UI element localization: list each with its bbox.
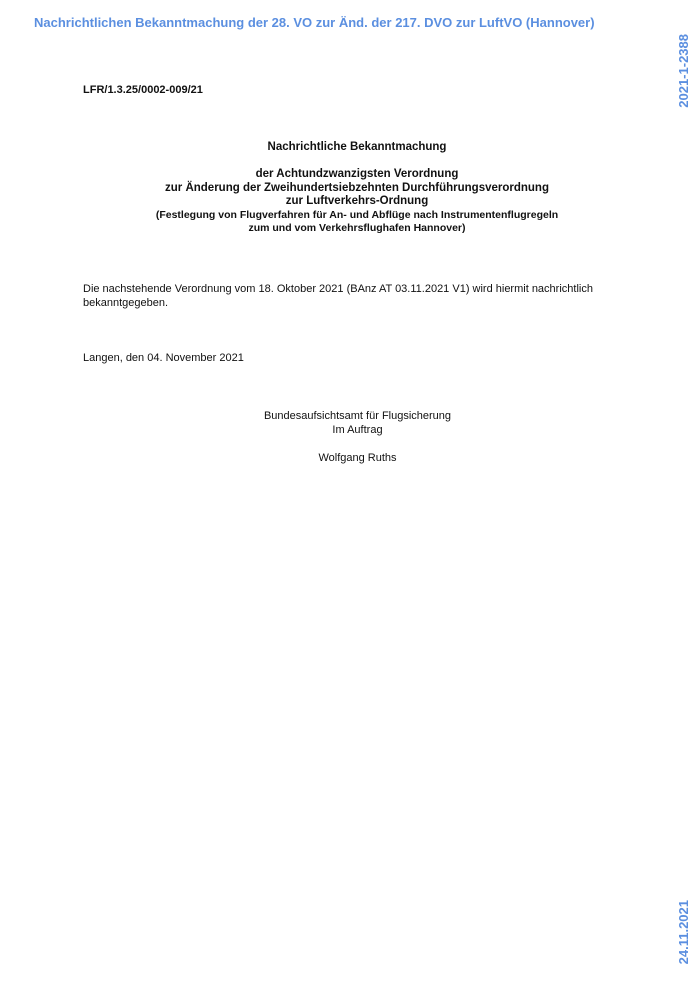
subtitle-small-line: (Festlegung von Flugverfahren für An- und Abflüge nach Instrumentenflugregeln xyxy=(155,208,559,221)
side-date: 24.11.2021 xyxy=(676,900,691,965)
subtitle-line: zur Luftverkehrs-Ordnung xyxy=(285,195,429,207)
signature-authority: Bundesaufsichtsamt für Flugsicherung xyxy=(263,410,452,422)
side-document-number: 2021-1-2388 xyxy=(676,34,691,108)
document-subtitle xyxy=(83,168,631,235)
subtitle-small-line: zum und vom Verkehrsflughafen Hannover) xyxy=(248,221,466,234)
document-title: Nachrichtliche Bekanntmachung xyxy=(267,141,447,153)
subtitle-line: der Achtundzwanzigsten Verordnung xyxy=(255,168,459,180)
signature-name: Wolfgang Ruths xyxy=(318,452,397,464)
signature-block xyxy=(200,409,515,465)
header-title: Nachrichtlichen Bekanntmachung der 28. VO zur Änd. der 217. DVO zur LuftVO (Hannover) xyxy=(34,15,595,30)
body-paragraph: Die nachstehende Verordnung vom 18. Oktober 2021 (BAnz AT 03.11.2021 V1) wird hiermit nachrichtlich bekanntgegeben. xyxy=(83,283,593,309)
reference-number: LFR/1.3.25/0002-009/21 xyxy=(83,84,203,96)
subtitle-line: zur Änderung der Zweihundertsiebzehnten Durchführungsverordnung xyxy=(165,181,549,194)
place-date: Langen, den 04. November 2021 xyxy=(83,352,244,364)
signature-on-behalf: Im Auftrag xyxy=(332,424,383,436)
title-block xyxy=(83,140,631,235)
